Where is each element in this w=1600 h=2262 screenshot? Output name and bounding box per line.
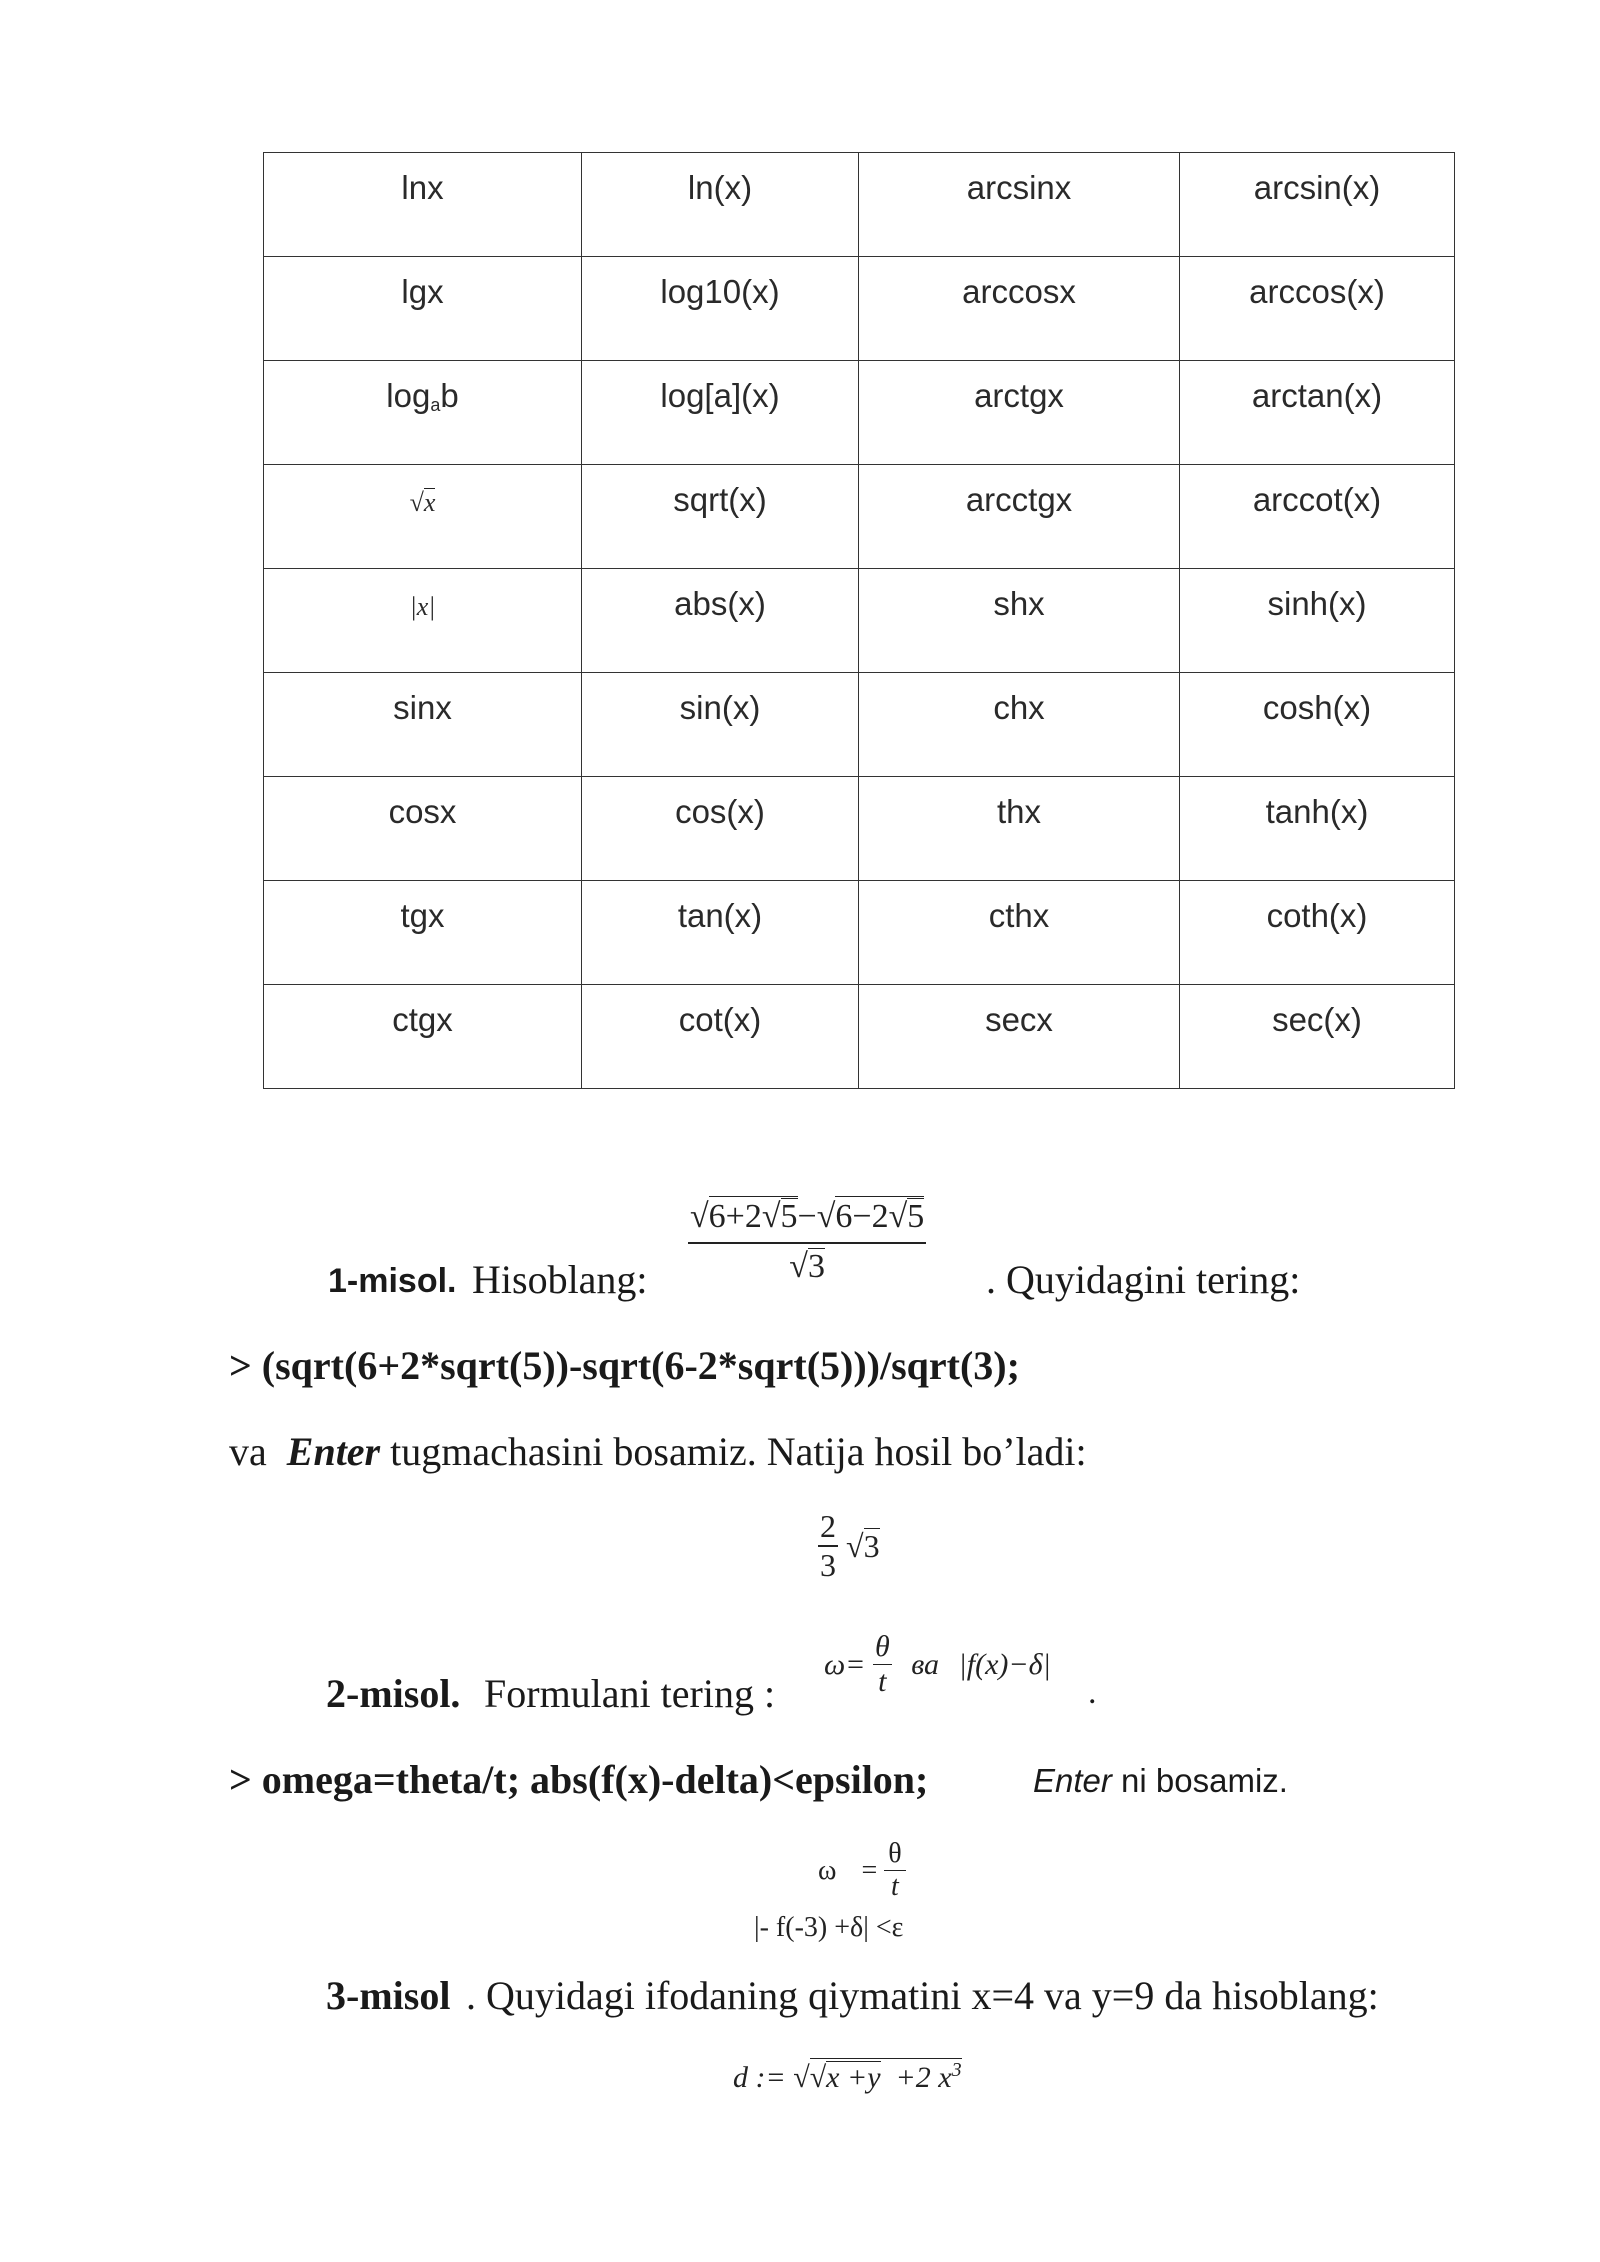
table-row bbox=[264, 881, 1455, 985]
table-cell: arccosx bbox=[859, 257, 1180, 361]
table-cell: arctan(x) bbox=[1180, 361, 1455, 465]
table-row bbox=[264, 361, 1455, 465]
example1-formula bbox=[688, 1196, 926, 1286]
table-cell: cot(x) bbox=[582, 985, 859, 1089]
example1-numerator: √6+2√5−√6−2√5 bbox=[688, 1196, 926, 1244]
example3-text: . Quyidagi ifodaning qiymatini x=4 va y=9 da hisoblang: bbox=[466, 1973, 1379, 2018]
example2-text: Formulani tering : bbox=[484, 1671, 776, 1716]
function-table bbox=[263, 152, 1455, 1089]
table-cell: tgx bbox=[264, 881, 582, 985]
table-cell: abs(x) bbox=[582, 569, 859, 673]
table-row bbox=[264, 569, 1455, 673]
table-cell: arcsinx bbox=[859, 153, 1180, 257]
table-cell bbox=[264, 465, 582, 569]
example2-period: . bbox=[1088, 1674, 1097, 1711]
table-cell: thx bbox=[859, 777, 1180, 881]
table-cell: sinh(x) bbox=[1180, 569, 1455, 673]
table-row bbox=[264, 777, 1455, 881]
example3-label: 3-misol bbox=[326, 1973, 451, 2018]
table-cell: tanh(x) bbox=[1180, 777, 1455, 881]
table-cell: ctgx bbox=[264, 985, 582, 1089]
example1-after: . Quyidagini tering: bbox=[986, 1257, 1301, 1302]
enter-word: Enter bbox=[1033, 1762, 1112, 1799]
example1-text: Hisoblang: bbox=[472, 1257, 648, 1302]
table-cell bbox=[264, 569, 582, 673]
example2-command: > omega=theta/t; abs(f(x)-delta)<epsilon; bbox=[229, 1757, 929, 1802]
table-cell: shx bbox=[859, 569, 1180, 673]
table-cell: cosh(x) bbox=[1180, 673, 1455, 777]
example1-denominator: √3 bbox=[789, 1248, 825, 1285]
table-cell: arcctgx bbox=[859, 465, 1180, 569]
table-cell: coth(x) bbox=[1180, 881, 1455, 985]
sqrt-symbol: √x bbox=[409, 488, 436, 517]
table-cell: lgx bbox=[264, 257, 582, 361]
table-row bbox=[264, 465, 1455, 569]
table-cell bbox=[264, 361, 582, 465]
table-cell: sqrt(x) bbox=[582, 465, 859, 569]
table-cell: tan(x) bbox=[582, 881, 859, 985]
example1-enter-line bbox=[229, 1428, 1087, 1475]
enter-pre: va bbox=[229, 1429, 267, 1474]
log-base: a bbox=[430, 395, 441, 415]
table-cell: arccot(x) bbox=[1180, 465, 1455, 569]
table-cell: arccos(x) bbox=[1180, 257, 1455, 361]
table-row bbox=[264, 257, 1455, 361]
table-cell: sec(x) bbox=[1180, 985, 1455, 1089]
log-prefix: log bbox=[386, 377, 431, 414]
abs-symbol: |x| bbox=[409, 592, 436, 621]
example2-enter-line bbox=[1033, 1762, 1288, 1800]
example2-formula: ω= $\frac{\theta}{t}$ ва |f(x)−δ| bbox=[824, 1630, 1051, 1698]
example2-label: 2-misol. bbox=[326, 1671, 461, 1716]
example3-formula: d := √√x +y +2 $x^3$ bbox=[733, 2059, 962, 2094]
table-cell: log[a](x) bbox=[582, 361, 859, 465]
example2-output-omega: ω = $\frac{\theta}{t}$ bbox=[818, 1838, 906, 1903]
table-cell: arctgx bbox=[859, 361, 1180, 465]
table-cell: cthx bbox=[859, 881, 1180, 985]
enter-word: Enter bbox=[286, 1429, 381, 1474]
example1-label: 1-misol. bbox=[328, 1262, 457, 1300]
table-row bbox=[264, 985, 1455, 1089]
table-cell: log10(x) bbox=[582, 257, 859, 361]
table-row bbox=[264, 153, 1455, 257]
log-arg: b bbox=[440, 377, 459, 414]
table-cell: secx bbox=[859, 985, 1180, 1089]
example2-output-abs: |- f(-3) +δ| <ε bbox=[754, 1912, 904, 1943]
table-cell: cosx bbox=[264, 777, 582, 881]
enter-post: ni bosamiz. bbox=[1121, 1762, 1288, 1799]
table-cell: cos(x) bbox=[582, 777, 859, 881]
example1-command: > (sqrt(6+2*sqrt(5))-sqrt(6-2*sqrt(5)))/sqrt(3); bbox=[229, 1343, 1020, 1388]
table-cell: ln(x) bbox=[582, 153, 859, 257]
table-cell: arcsin(x) bbox=[1180, 153, 1455, 257]
table-cell: sin(x) bbox=[582, 673, 859, 777]
table-cell: chx bbox=[859, 673, 1180, 777]
table-cell: lnx bbox=[264, 153, 582, 257]
table-row bbox=[264, 673, 1455, 777]
enter-post: tugmachasini bosamiz. Natija hosil bo’ladi: bbox=[390, 1429, 1087, 1474]
table-cell: sinx bbox=[264, 673, 582, 777]
example1-result: $\frac{2}{3}$ √3 bbox=[820, 1508, 880, 1583]
